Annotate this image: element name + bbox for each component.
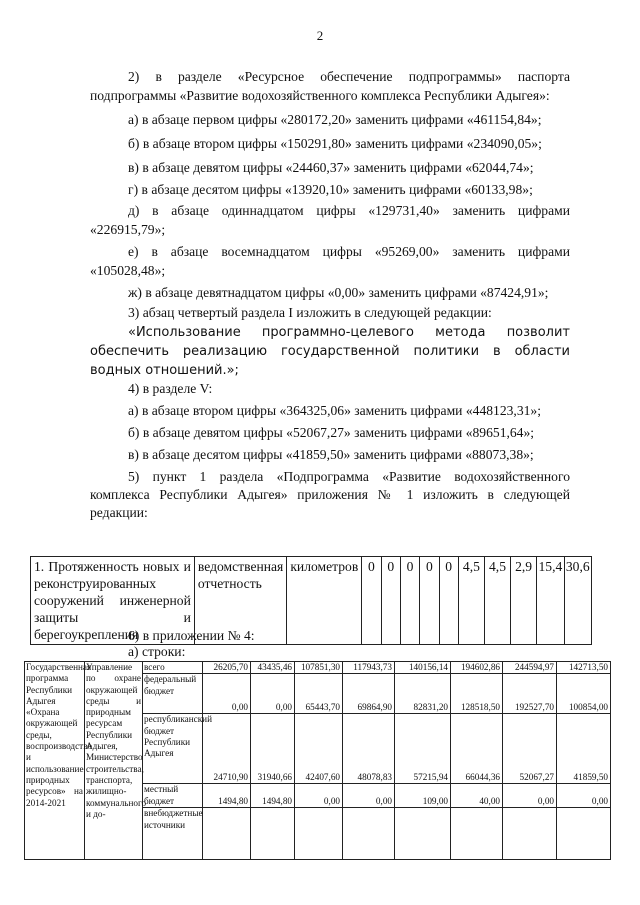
indicator-value: 4,5 <box>484 557 510 645</box>
funding-value: 52067,27 <box>503 714 557 784</box>
funding-value: 140156,14 <box>395 662 451 674</box>
funding-source: федеральный бюджет <box>143 674 203 714</box>
funding-value: 117943,73 <box>343 662 395 674</box>
funding-value: 40,00 <box>451 784 503 808</box>
paragraph-2a: а) в абзаце первом цифры «280172,20» заменить цифрами «461154,84»; <box>128 111 542 127</box>
program-executor: Управление по охране окружающей среды и природным ресурсам Республики Адыгея, Министерство строительства, транспорта, жилищно-коммунального и до- <box>85 662 143 860</box>
funding-value: 107851,30 <box>295 662 343 674</box>
paragraph-4v: в) в абзаце десятом цифры «41859,50» заменить цифрами «88073,38»; <box>128 446 534 462</box>
funding-value: 0,00 <box>251 674 295 714</box>
funding-value: 41859,50 <box>557 714 611 784</box>
paragraph-3-quote: «Использование программно-целевого метода позволит обеспечить реализацию государственной политики в области водных отношений.»; <box>90 324 570 378</box>
funding-value <box>503 808 557 860</box>
table-row <box>25 662 611 674</box>
indicator-value: 0 <box>362 557 381 645</box>
funding-source: местный бюджет <box>143 784 203 808</box>
page-number: 2 <box>316 28 324 43</box>
funding-value: 0,00 <box>503 784 557 808</box>
funding-value <box>451 808 503 860</box>
paragraph-2: 2) в разделе «Ресурсное обеспечение подпрограммы» паспорта подпрограммы «Развитие водохозяйственного комплекса Республики Адыгея»: <box>90 69 570 103</box>
funding-value: 128518,50 <box>451 674 503 714</box>
program-name: Государственная программа Республики Адыгея «Охрана окружающей среды, воспроизводство и использование природных ресурсов» на 2014-2021 <box>25 662 85 860</box>
paragraph-6a: а) строки: <box>128 644 186 659</box>
paragraph-2zh: ж) в абзаце девятнадцатом цифры «0,00» заменить цифрами «87424,91»; <box>128 285 549 301</box>
paragraph-2d: д) в абзаце одиннадцатом цифры «129731,40» заменить цифрами «226915,79»; <box>90 203 570 238</box>
funding-value: 100854,00 <box>557 674 611 714</box>
funding-value: 42407,60 <box>295 714 343 784</box>
indicator-value: 2,9 <box>511 557 537 645</box>
funding-source: всего <box>143 662 203 674</box>
funding-value: 26205,70 <box>203 662 251 674</box>
funding-value: 109,00 <box>395 784 451 808</box>
indicator-value: 0 <box>420 557 439 645</box>
funding-value <box>251 808 295 860</box>
indicator-value: 0 <box>381 557 400 645</box>
funding-value: 43435,46 <box>251 662 295 674</box>
indicator-value: 15,4 <box>537 557 564 645</box>
indicator-value: 0 <box>400 557 419 645</box>
indicator-value: 0 <box>439 557 458 645</box>
funding-value: 57215,94 <box>395 714 451 784</box>
funding-value: 82831,20 <box>395 674 451 714</box>
funding-source: внебюджетные источники <box>143 808 203 860</box>
funding-value: 194602,86 <box>451 662 503 674</box>
funding-value: 65443,70 <box>295 674 343 714</box>
indicator-name: 1. Протяженность новых и реконструированных сооружений инженерной защиты и берегоукрепления <box>31 557 195 645</box>
funding-value: 0,00 <box>343 784 395 808</box>
paragraph-2v: в) в абзаце девятом цифры «24460,37» заменить цифрами «62044,74»; <box>128 159 534 175</box>
funding-value: 69864,90 <box>343 674 395 714</box>
funding-value: 48078,83 <box>343 714 395 784</box>
funding-value <box>395 808 451 860</box>
paragraph-2g: г) в абзаце десятом цифры «13920,10» заменить цифрами «60133,98»; <box>128 181 533 197</box>
paragraph-6: 6) в приложении № 4: <box>128 628 255 643</box>
funding-value: 1494,80 <box>203 784 251 808</box>
indicator-unit: километров <box>287 557 362 645</box>
paragraph-5: 5) пункт 1 раздела «Подпрограмма «Развитие водохозяйственного комплекса Республики Адыгея» приложения № 1 изложить в следующей редакции: <box>90 468 570 520</box>
funding-value: 0,00 <box>295 784 343 808</box>
funding-value: 142713,50 <box>557 662 611 674</box>
funding-value <box>557 808 611 860</box>
funding-value: 31940,66 <box>251 714 295 784</box>
document-body <box>90 68 570 522</box>
funding-value: 192527,70 <box>503 674 557 714</box>
indicator-value: 30,6 <box>564 557 591 645</box>
indicator-value: 4,5 <box>458 557 484 645</box>
paragraph-3: 3) абзац четвертый раздела I изложить в следующей редакции: <box>128 304 492 320</box>
funding-value: 244594,97 <box>503 662 557 674</box>
funding-value <box>343 808 395 860</box>
funding-value: 1494,80 <box>251 784 295 808</box>
funding-value: 0,00 <box>203 674 251 714</box>
funding-value: 0,00 <box>557 784 611 808</box>
funding-value <box>203 808 251 860</box>
funding-table <box>24 661 611 860</box>
indicator-source: ведомственная отчетность <box>194 557 286 645</box>
funding-value: 66044,36 <box>451 714 503 784</box>
paragraph-2e: е) в абзаце восемнадцатом цифры «95269,00» заменить цифрами «105028,48»; <box>90 244 570 279</box>
paragraph-4b: б) в абзаце девятом цифры «52067,27» заменить цифрами «89651,64»; <box>128 424 535 440</box>
paragraph-4: 4) в разделе V: <box>128 380 213 396</box>
funding-value: 24710,90 <box>203 714 251 784</box>
paragraph-2b: б) в абзаце втором цифры «150291,80» заменить цифрами «234090,05»; <box>128 135 542 151</box>
paragraph-4a: а) в абзаце втором цифры «364325,06» заменить цифрами «448123,31»; <box>128 402 541 418</box>
funding-value <box>295 808 343 860</box>
funding-source: республиканский бюджет Республики Адыгея <box>143 714 203 784</box>
